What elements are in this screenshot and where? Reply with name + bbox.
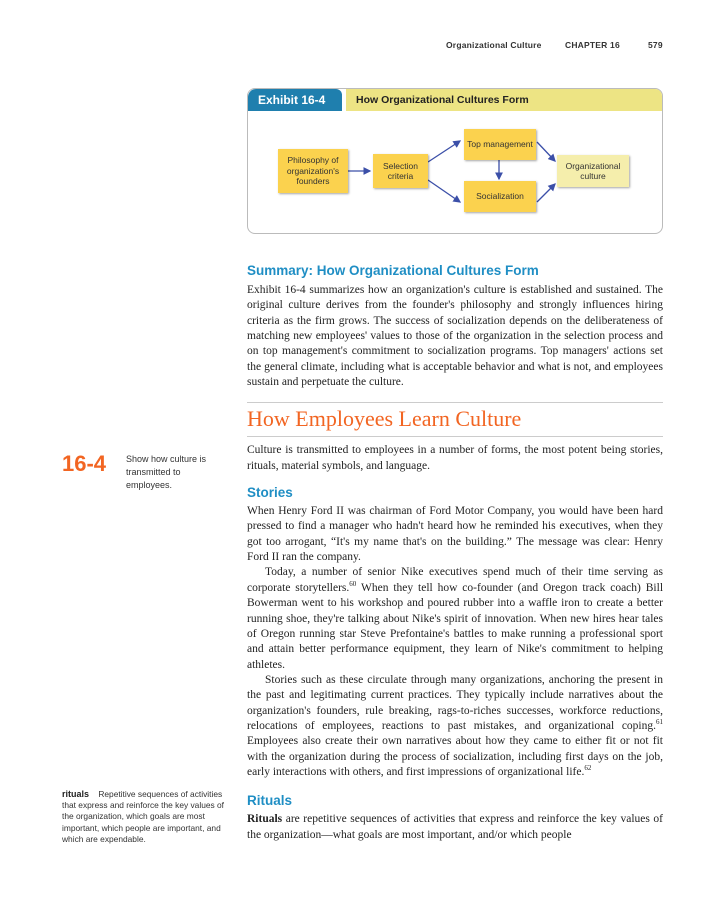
key-term: Rituals bbox=[247, 813, 283, 826]
glossary-term: rituals bbox=[62, 789, 90, 799]
node-top-management: Top management bbox=[464, 129, 536, 160]
exhibit-16-4 bbox=[247, 88, 663, 234]
arrow-top-culture bbox=[537, 142, 555, 161]
node-philosophy: Philosophy of organization's founders bbox=[278, 149, 348, 193]
stories-paragraph-1: When Henry Ford II was chairman of Ford Motor Company, you would have been hard pressed to find a manager who hadn't heard how he reminded his executives, when they got too arrogant, “It's my name that's on the building.” The message was clear: Henry Ford II ran the company. bbox=[247, 505, 663, 564]
objective-text: Show how culture is transmitted to employees. bbox=[126, 454, 207, 490]
stories-text bbox=[247, 504, 663, 780]
exhibit-label: Exhibit 16-4 bbox=[248, 89, 342, 111]
glossary-definition: Repetitive sequences of activities that express and reinforce the key values of the organization, which goals are most important, which people are important, and which are expendable. bbox=[62, 789, 225, 844]
page-number: 579 bbox=[648, 40, 663, 50]
glossary-entry bbox=[62, 789, 227, 845]
text: Today, a number of senior Nike executives spend much of their time serving as corporate storytellers. bbox=[247, 566, 663, 594]
summary-paragraph: Exhibit 16-4 summarizes how an organization's culture is established and sustained. The original culture derives from the founder's philosophy and strongly influences hiring criteria as the firm grows. The success of socialization depends on the deliberateness of matching new employees' values to those of the organization in the selection process and on top management's commitment to socialization programs. Top managers' actions set the general climate, including what is acceptable behavior and what is not, and employees sustain and perpetuate the culture. bbox=[247, 284, 663, 389]
summary-text bbox=[247, 283, 663, 390]
objective-number: 16-4 bbox=[62, 451, 107, 476]
text: Employees also create their own narratives about how they came to either fit or not fit with the organization during the process of socialization, including first days on the job, early interactions with others, and first impressions of organizational life. bbox=[247, 735, 663, 778]
stories-paragraph-2 bbox=[247, 565, 663, 672]
intro-paragraph: Culture is transmitted to employees in a number of forms, the most potent being stories, rituals, material symbols, and language. bbox=[247, 444, 663, 472]
text: Stories such as these circulate through many organizations, anchoring the present in the past and legitimating current practices. They typically include narratives about the organization's founders, rule breaking, rags-to-riches successes, workforce reductions, relocations of employees, reactions to past mistakes, and organizational coping. bbox=[247, 673, 663, 732]
rituals-heading: Rituals bbox=[247, 793, 293, 809]
section-intro bbox=[247, 443, 663, 474]
footnote-ref: 62 bbox=[584, 764, 592, 773]
running-title: Organizational Culture bbox=[446, 40, 542, 50]
section-heading: How Employees Learn Culture bbox=[247, 406, 522, 432]
arrow-selection-socialization bbox=[428, 180, 460, 202]
exhibit-title: How Organizational Cultures Form bbox=[346, 89, 662, 111]
text: are repetitive sequences of activities that express and reinforce the key values of the organization—what goals are most important, and/or which people bbox=[247, 813, 663, 841]
summary-heading: Summary: How Organizational Cultures Form bbox=[247, 263, 539, 278]
node-socialization: Socialization bbox=[464, 181, 536, 212]
divider bbox=[247, 436, 663, 437]
node-selection: Selection criteria bbox=[373, 154, 428, 188]
node-organizational-culture: Organizational culture bbox=[557, 155, 629, 187]
chapter-label: CHAPTER 16 bbox=[565, 40, 620, 50]
stories-paragraph-3 bbox=[247, 673, 663, 780]
text: When they tell how co-founder (and Oregon track coach) Bill Bowerman went to his workshop and poured rubber into a waffle iron to create a better running shoe, they're talking about Nike's spirit of innovation. When new hires hear tales of Oregon running star Steve Prefontaine's battles to make running a professional sport and attain better performance equipment, they learn of Nike's commitment to helping athletes. bbox=[247, 581, 664, 671]
stories-heading: Stories bbox=[247, 485, 293, 501]
rituals-text bbox=[247, 812, 663, 843]
footnote-ref: 61 bbox=[656, 718, 663, 727]
arrow-socialization-culture bbox=[537, 184, 555, 202]
footnote-ref: 60 bbox=[349, 579, 357, 588]
main-column bbox=[247, 262, 663, 843]
arrow-selection-top bbox=[428, 141, 460, 162]
